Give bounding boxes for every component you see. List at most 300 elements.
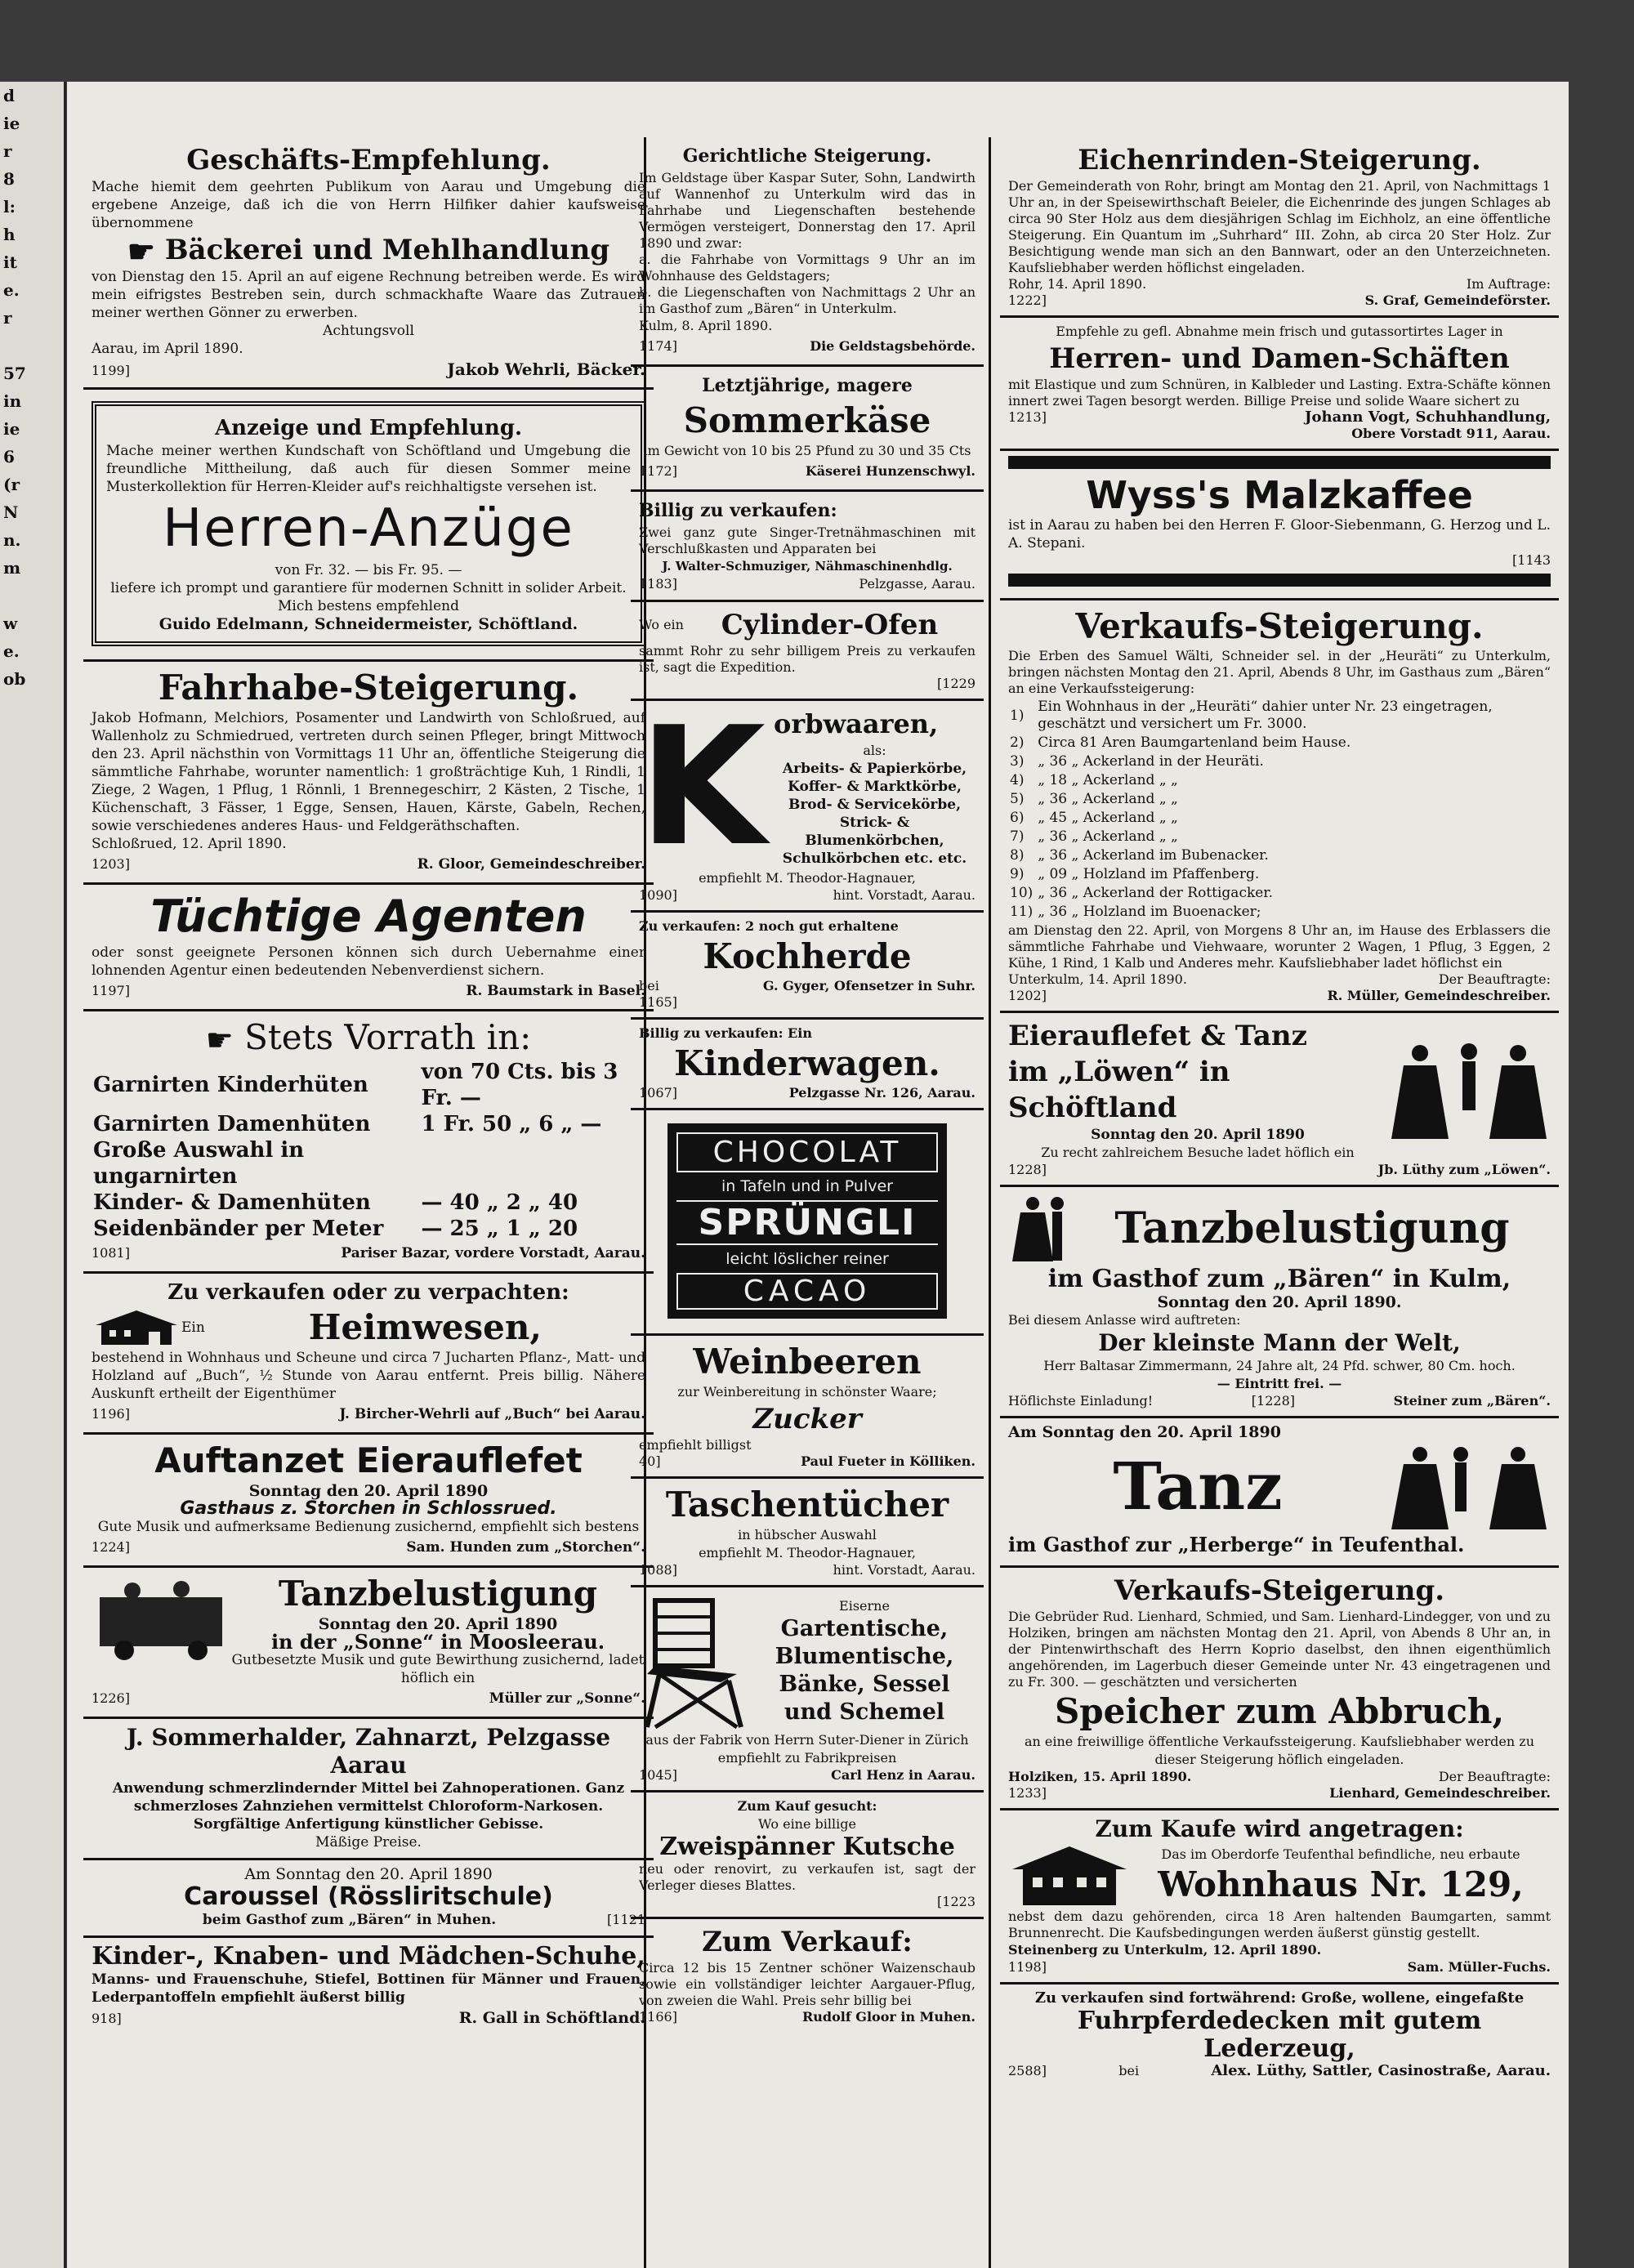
ad-title: Zum Kaufe wird angetragen:: [1095, 1815, 1464, 1842]
ad-tuecher: [631, 1479, 984, 1587]
ad-text: Höflichste Einladung!: [1008, 1393, 1154, 1409]
ad-title: Tüchtige Agenten: [150, 891, 587, 942]
ad-text: zur Weinbereitung in schönster Waare;: [677, 1384, 937, 1400]
ad-sommerkaese: [631, 367, 984, 492]
table-cell: [419, 1137, 645, 1190]
ad-signature: Käserei Hunzenschwyl.: [805, 463, 975, 479]
column-2: [631, 137, 984, 2032]
ad-text: Der Beauftragte:: [1438, 1769, 1551, 1784]
ad-place: Steinenberg zu Unterkulm, 12. April 1890.: [1008, 1942, 1322, 1958]
ad-text: Mache hiemit dem geehrten Publikum von Aarau und Umgebung die ergebene Anzeige, daß ich die von Herrn Hilfiker dahier kaufsweise übernommene: [92, 179, 645, 231]
list-item: [1010, 885, 1549, 902]
ad-number: 1199]: [92, 363, 130, 378]
ad-ofen: [631, 602, 984, 701]
table-cell: — 40 „ 2 „ 40: [421, 1190, 578, 1215]
list-item: Blumentische,: [775, 1644, 954, 1669]
list-cell: 2): [1010, 734, 1025, 751]
ad-number: 1198]: [1008, 1959, 1047, 1975]
list-cell: 6): [1010, 810, 1025, 826]
ad-text: oder sonst geeignete Personen können sich durch Uebernahme einer lohnenden Agentur einen bedeutenden Nebenverdienst sichern.: [92, 944, 645, 979]
ad-schuhe: [83, 1938, 654, 2036]
ad-text: an eine freiwillige öffentliche Verkaufssteigerung. Kaufsliebhaber werden zu dieser Steigerung höflich eingeladen.: [1024, 1734, 1535, 1767]
ad-date: Am Sonntag den 20. April 1890: [1008, 1423, 1281, 1441]
ad-title: Zweispänner Kutsche: [659, 1833, 955, 1861]
ad-price: von Fr. 32. — bis Fr. 95. —: [275, 562, 462, 578]
ad-heading: Zum Kauf gesucht:: [737, 1798, 877, 1814]
house-icon: [1008, 1843, 1131, 1909]
ad-text: Im Auftrage:: [1466, 276, 1551, 292]
list-item: Schulkörbchen etc. etc.: [782, 850, 967, 867]
ad-title: Anzeige und Empfehlung.: [214, 416, 523, 440]
column-rule: [989, 137, 991, 2268]
ad-chocolat: [631, 1110, 984, 1336]
ad-heading: Billig zu verkaufen:: [639, 500, 837, 521]
ad-text: Zu recht zahlreichem Besuche ladet höflich ein: [1041, 1145, 1355, 1160]
ad-title: Weinbeeren: [693, 1342, 922, 1382]
ad-title: Tanzbelustigung: [278, 1574, 598, 1614]
list-item: Bänke, Sessel: [779, 1672, 950, 1697]
logo-text: CHOCOLAT: [676, 1132, 938, 1172]
ad-date: Sonntag den 20. April 1890: [1091, 1127, 1305, 1143]
ad-title: Tanz: [1113, 1448, 1283, 1525]
ad-text: Bei diesem Anlasse wird auftreten:: [1008, 1312, 1241, 1328]
ad-text: am Dienstag den 22. April, von Morgens 8 Uhr an, im Hause des Erblassers die sämmtliche Fahrhabe und Viehwaare, worunter 2 Wagen, 1 Pflug, 3 Eggen, 2 Kühe, 1 Rind, 1 Kalb und Anderes mehr. Kaufsliebhaber ladet höflichst ein: [1008, 922, 1551, 971]
ad-signature: R. Baumstark in Basel.: [466, 983, 645, 999]
ad-heading: ☛ Bäckerei und Mehlhandlung: [127, 233, 610, 270]
ad-tanz-teufenthal: [1000, 1418, 1559, 1568]
list-item: [1010, 847, 1549, 864]
ad-zahnarzt: [83, 1719, 654, 1860]
ad-signature: Rudolf Gloor in Muhen.: [801, 2009, 975, 2025]
ad-number: 1166]: [639, 2009, 677, 2025]
ad-signature: R. Gall in Schöftland.: [458, 2009, 645, 2027]
ad-garten: [631, 1587, 984, 1793]
ad-title: Tanzbelustigung: [1114, 1203, 1510, 1253]
ad-title: ☛ Stets Vorrath in:: [205, 1017, 532, 1058]
ad-text: b. die Liegenschaften von Nachmittags 2 Uhr an im Gasthof zum „Bären“ in Unterkulm.: [639, 284, 975, 316]
ad-text: Jakob Hofmann, Melchiors, Posamenter und Landwirth von Schloßrued, auf Wallenholz zu Schmiedrued, vertreten durch seinen Pfleger, bringt Mittwoch den 23. April nächsthin von Vormittags 11 Uhr an, öffentliche Steigerung die sämmtliche Fahrhabe, worunter namentlich: 1 großträchtige Kuh, 1 Rindli, 1 Ziege, 2 Wagen, 1 Pflug, 1 Rönnli, 1 Brennegeschirr, 2 Kästen, 2 Tische, 1 Küchenschaft, 3 Fässer, 1 Egge, Sensen, Hauen, Kärste, Gabeln, Rechen, sowie verschiedenes anderes Haus- und Feldgeräthschaften.: [92, 710, 645, 834]
list-cell: „ 36 „ Ackerland „ „: [1038, 791, 1178, 807]
ad-text: empfiehlt billigst: [639, 1437, 752, 1453]
ad-text: Ein: [181, 1319, 205, 1336]
list-cell: 5): [1010, 791, 1025, 807]
ad-heading: Billig zu verkaufen: Ein: [639, 1025, 812, 1041]
list-item: Koffer- & Marktkörbe,: [788, 779, 962, 795]
logo-text: CACAO: [676, 1273, 938, 1310]
ad-title: Fahrhabe-Steigerung.: [158, 667, 579, 708]
ad-text: Der Beauftragte:: [1438, 971, 1551, 987]
ad-signature: R. Gloor, Gemeindeschreiber.: [417, 856, 645, 873]
ad-place: Obere Vorstadt 911, Aarau.: [1351, 426, 1551, 441]
ad-number: 1183]: [639, 576, 677, 592]
item-list: [1008, 697, 1551, 922]
strip-fragment: 6: [3, 447, 15, 467]
ad-text: ist in Aarau zu haben bei den Herren F. Gloor-Siebenmann, G. Herzog und L. A. Stepani.: [1008, 517, 1551, 551]
newspaper-page: [67, 82, 1569, 2268]
strip-fragment: r: [3, 141, 12, 161]
list-cell: Circa 81 Aren Baumgartenland beim Hause.: [1038, 734, 1351, 751]
ad-date: Sonntag den 20. April 1890: [318, 1615, 558, 1633]
logo-text: in Tafeln und in Pulver: [721, 1177, 893, 1195]
strip-fragment: r: [3, 308, 12, 328]
list-cell: „ 36 „ Ackerland „ „: [1038, 828, 1178, 845]
ad-place: im „Löwen“ in Schöftland: [1008, 1056, 1230, 1124]
table-cell: — 25 „ 1 „ 20: [421, 1217, 578, 1241]
list-item: [1010, 772, 1549, 789]
ad-signature: R. Müller, Gemeindeschreiber.: [1327, 988, 1551, 1003]
ad-signature: Müller zur „Sonne“.: [489, 1690, 645, 1707]
price-table: [92, 1059, 645, 1242]
ad-heading: Empfehle zu gefl. Abnahme mein frisch und gutassortirtes Lager in: [1056, 324, 1503, 339]
list-item: [1010, 828, 1549, 846]
ad-place: Unterkulm, 14. April 1890.: [1008, 971, 1187, 987]
ad-title: Fuhrpferdedecken mit gutem Lederzeug,: [1077, 2007, 1482, 2063]
list-cell: „ 09 „ Holzland im Pfaffenberg.: [1038, 866, 1260, 882]
ad-title: Sommerkäse: [683, 400, 931, 440]
ad-title: Verkaufs-Steigerung.: [1075, 606, 1484, 646]
ad-number: 2588]: [1008, 2063, 1047, 2078]
ad-eichen: [1000, 137, 1559, 318]
strip-fragment: it: [3, 252, 17, 272]
table-cell: von 70 Cts. bis 3 Fr. —: [421, 1060, 618, 1110]
ad-closing: Achtungsvoll: [323, 323, 414, 339]
ad-text: mit Elastique und zum Schnüren, in Kalbleder und Lasting. Extra-Schäfte können innert zwei Tagen besorgt werden. Billige Preise und solide Waare sichert zu: [1008, 377, 1551, 409]
ad-text: Im Geldstage über Kaspar Suter, Sohn, Landwirth auf Wannenhof zu Unterkulm wird das in Fahrhabe und Liegenschaften bestehende Vermögen versteigert, Donnerstag den 17. April 1890 und zwar:: [639, 170, 975, 251]
strip-fragment: e.: [3, 641, 20, 661]
column-1: [83, 137, 654, 2036]
ad-title: Cylinder-Ofen: [721, 609, 939, 641]
ad-signature: J. Bircher-Wehrli auf „Buch“ bei Aarau.: [339, 1406, 645, 1422]
ad-signature: Sam. Müller-Fuchs.: [1407, 1959, 1551, 1975]
ad-title: Wyss's Malzkaffee: [1086, 473, 1473, 517]
dancers-icon: [1008, 1192, 1074, 1266]
ad-place: Aarau, im April 1890.: [92, 341, 243, 357]
strip-fragment: [0, 582, 64, 609]
list-item: [1010, 866, 1549, 883]
ad-number: 1226]: [92, 1690, 130, 1706]
ad-text: als:: [863, 743, 886, 758]
ad-kutsche: [631, 1793, 984, 1919]
ad-signature: Lienhard, Gemeindeschreiber.: [1329, 1785, 1551, 1801]
list-cell: 11): [1010, 904, 1034, 920]
ad-text: Mache meiner werthen Kundschaft von Schöftland und Umgebung die freundliche Mittheilung, daß auch für diesen Sommer meine Musterkollektion für Herren-Kleider auf's reichhaltigste versehen ist.: [106, 443, 631, 495]
ad-text: Die Gebrüder Rud. Lienhard, Schmied, und Sam. Lienhard-Lindegger, von und zu Holziken, bringen am nächsten Montag den 21. April, von Abends 8 Uhr an, in der Pintenwirthschaft des Herrn Koprio daselbst, den ihnen eigenthümlich angehörenden, im Lagerbuch dieser Gemeinde unter Nr. 43 eingetragenen und zu Fr. 300. — geschätzten und versicherten: [1008, 1609, 1551, 1690]
ad-text: Circa 12 bis 15 Zentner schöner Waizenschaub sowie ein vollständiger leichter Aargauer-Pflug, von zweien die Wahl. Preis sehr billig bei: [639, 1960, 975, 2008]
ad-title: Heimwesen,: [308, 1307, 542, 1347]
ad-number: [1223: [937, 1894, 975, 1909]
list-cell: „ 36 „ Ackerland der Rottigacker.: [1038, 885, 1273, 901]
ad-text: Wo eine billige: [758, 1816, 856, 1832]
ad-heading: Zu verkaufen: 2 noch gut erhaltene: [639, 918, 899, 934]
ad-text: sammt Rohr zu sehr billigem Preis zu verkaufen ist, sagt die Expedition.: [639, 643, 975, 675]
ad-signature: Paul Fueter in Kölliken.: [801, 1453, 975, 1469]
ad-text: Eiserne: [839, 1598, 890, 1614]
ad-pferdedecken: [1000, 1984, 1559, 2086]
list-item: [1010, 791, 1549, 808]
list-item: und Schemel: [784, 1699, 945, 1725]
list-item: Strick- & Blumenkörbchen,: [805, 815, 944, 849]
ad-signature: Guido Edelmann, Schneidermeister, Schöftland.: [158, 615, 578, 633]
chocolat-logo: [667, 1123, 947, 1319]
ad-signature: empfiehlt M. Theodor-Hagnauer,: [699, 1545, 916, 1560]
ad-number: [1143: [1512, 552, 1551, 568]
ad-text: liefere ich prompt und garantiere für modernen Schnitt in solider Arbeit. Mich bestens empfehlend: [110, 580, 627, 614]
list-cell: „ 18 „ Ackerland „ „: [1038, 772, 1178, 788]
ad-date: Sonntag den 20. April 1890: [248, 1482, 489, 1500]
table-row: [92, 1190, 645, 1216]
list-cell: „ 36 „ Ackerland im Bubenacker.: [1038, 847, 1269, 864]
dancing-couples-icon: [1387, 1441, 1551, 1531]
ad-number: 1172]: [639, 463, 677, 479]
ad-text: — Eintritt frei. —: [1217, 1376, 1342, 1391]
strip-fragment: n.: [3, 530, 21, 550]
ad-text: Gute Musik und aufmerksame Bedienung zusichernd, empfiehlt sich bestens: [97, 1519, 640, 1535]
strip-fragment: d: [3, 86, 15, 105]
ad-verkauf: [631, 1919, 984, 2032]
ad-signature: S. Graf, Gemeindeförster.: [1364, 292, 1551, 308]
ad-tanz-kulm: [1000, 1187, 1559, 1418]
ad-text: neu oder renovirt, zu verkaufen ist, sagt der Verleger dieses Blattes.: [639, 1861, 975, 1893]
ad-title: Auftanzet Eierauflefet: [154, 1440, 583, 1480]
ad-anzeige: [83, 390, 654, 662]
ad-korbwaaren: [631, 701, 984, 913]
ad-text: nebst dem dazu gehörenden, circa 18 Aren haltenden Baumgarten, sammt Brunnenrecht. Die Kaufsbedingungen werden äußerst günstig gestellt.: [1008, 1909, 1551, 1940]
ad-place: hint. Vorstadt, Aarau.: [833, 887, 975, 903]
strip-fragment: ob: [3, 669, 26, 689]
pointing-hand-icon: ☛: [205, 1022, 234, 1058]
heavy-rule: [1008, 456, 1551, 469]
table-row: [92, 1111, 645, 1137]
ad-text: a. die Fahrhabe von Vormittags 9 Uhr an im Wohnhause des Geldstagers;: [639, 252, 975, 284]
list-item: [1010, 810, 1549, 827]
list-item: [1010, 753, 1549, 770]
ad-text: Das im Oberdorfe Teufenthal befindliche, neu erbaute: [1161, 1846, 1520, 1862]
ad-signature: Jakob Wehrli, Bäcker.: [447, 359, 645, 379]
ad-place: im Gasthof zur „Herberge“ in Teufenthal.: [1008, 1533, 1465, 1556]
ad-number: 1174]: [639, 338, 677, 354]
ad-heading: Letztjährige, magere: [702, 375, 913, 396]
ad-heading: Der kleinste Mann der Welt,: [1098, 1329, 1461, 1356]
ad-heading: Zu verkaufen oder zu verpachten:: [167, 1280, 569, 1305]
ad-text: Manns- und Frauenschuhe, Stiefel, Bottinen für Männer und Frauen, Lederpantoffeln empfiehlt äußerst billig: [92, 1971, 645, 2006]
ad-schaefte: [1000, 318, 1559, 451]
list-item: Brod- & Servicekörbe,: [788, 797, 962, 813]
ad-text: im Gewicht von 10 bis 25 Pfund zu 30 und 35 Cts: [643, 443, 971, 458]
ad-agenten: [83, 885, 654, 1011]
farmhouse-icon: [92, 1307, 181, 1348]
ad-title: Kinder-, Knaben- und Mädchen-Schuhe,: [92, 1942, 645, 1971]
ad-text: Herr Baltasar Zimmermann, 24 Jahre alt, 24 Pfd. schwer, 80 Cm. hoch.: [1043, 1358, 1516, 1373]
ad-tanz-sonne: [83, 1568, 654, 1719]
strip-fragment: e.: [3, 280, 20, 300]
ad-place: Schloßrued, 12. April 1890.: [92, 836, 287, 852]
ad-wohnhaus: [1000, 1810, 1559, 1984]
ad-title: Eichenrinden-Steigerung.: [1078, 144, 1481, 176]
ad-malzkaffee: [1000, 456, 1559, 600]
ad-place: beim Gasthof zum „Bären“ in Muhen.: [202, 1912, 497, 1928]
column-3: [1000, 137, 1559, 2086]
strip-fragment: m: [3, 558, 21, 578]
table-row: [92, 1216, 645, 1242]
ad-title: Verkaufs-Steigerung.: [1114, 1574, 1445, 1607]
ad-signature: Die Geldstagsbehörde.: [810, 338, 975, 354]
ad-place: Rohr, 14. April 1890.: [1008, 276, 1147, 292]
ad-signature: Pelzgasse Nr. 126, Aarau.: [788, 1085, 975, 1101]
ad-title: J. Sommerhalder, Zahnarzt, Pelzgasse Aarau: [126, 1724, 611, 1779]
list-cell: 3): [1010, 753, 1025, 770]
ad-number: 1228]: [1008, 1162, 1047, 1177]
ad-heading: Wohnhaus Nr. 129,: [1158, 1864, 1524, 1904]
list-item: Gartentische,: [780, 1616, 949, 1641]
garden-chair-icon: [639, 1592, 753, 1731]
list-cell: „ 36 „ Holzland im Buoenacker;: [1038, 904, 1261, 920]
ad-number: 1202]: [1008, 988, 1047, 1003]
ad-signature: Sam. Hunden zum „Storchen“.: [406, 1539, 645, 1556]
pointing-hand-icon: ☛: [127, 233, 155, 270]
ad-date: Sonntag den 20. April 1890.: [1157, 1293, 1402, 1311]
ad-signature: Johann Vogt, Schuhhandlung,: [1305, 409, 1551, 426]
list-cell: „ 36 „ Ackerland in der Heuräti.: [1038, 753, 1264, 770]
strip-fragment: 57: [3, 364, 26, 383]
ad-title: Eierauflefet & Tanz: [1008, 1020, 1307, 1052]
ad-number: 1067]: [639, 1085, 677, 1101]
ad-fahrhabe: [83, 662, 654, 885]
ad-number: 40]: [639, 1453, 661, 1469]
ad-number: 1224]: [92, 1539, 130, 1555]
ad-text: Zwei ganz gute Singer-Tretnähmaschinen mit Verschlußkasten und Apparaten bei: [639, 525, 975, 556]
strip-fragment: 8: [3, 169, 15, 189]
ad-title: Zum Verkauf:: [702, 1926, 913, 1958]
ad-text: Wo ein: [639, 617, 684, 632]
ad-kinderwagen: [631, 1020, 984, 1110]
ad-number: 1197]: [92, 983, 130, 998]
ad-number: [1229: [937, 676, 975, 691]
strip-fragment: w: [3, 614, 18, 633]
list-cell: 4): [1010, 772, 1025, 788]
ad-number: 1088]: [639, 1562, 677, 1578]
ad-place: Pelzgasse, Aarau.: [859, 576, 975, 592]
ad-verkaufs-2: [1000, 1568, 1559, 1810]
ad-eierauflese: [1000, 1013, 1559, 1187]
dancers-carriage-icon: [92, 1573, 230, 1663]
dancing-couples-icon: [1387, 1037, 1551, 1143]
ad-text: bei: [1118, 2063, 1140, 2078]
ad-carousel: [83, 1860, 654, 1938]
list-item: [1010, 699, 1549, 733]
ad-text: in hübscher Auswahl: [738, 1527, 877, 1543]
list-cell: Ein Wohnhaus in der „Heuräti“ dahier unter Nr. 23 eingetragen, geschätzt und versichert um Fr. 3000.: [1038, 699, 1493, 732]
ad-place: im Gasthof zum „Bären“ in Kulm,: [1047, 1265, 1511, 1293]
ad-heading: Zucker: [752, 1403, 862, 1435]
ad-geldstag: [631, 137, 984, 367]
ad-number: 1045]: [639, 1767, 677, 1783]
ad-text: Anwendung schmerzlindernder Mittel bei Zahnoperationen. Ganz schmerzloses Zahnziehen vermittelst Chloroform-Narkosen. Sorgfältige Anfertigung künstlicher Gebisse.: [112, 1780, 625, 1833]
ad-number: 918]: [92, 2011, 122, 2026]
ad-number: 1203]: [92, 856, 130, 872]
ad-number: 1165]: [639, 994, 677, 1010]
ad-signature: Carl Henz in Aarau.: [831, 1767, 975, 1783]
ad-vorrath: [83, 1011, 654, 1274]
ad-text: Gutbesetzte Musik und gute Bewirthung zusichernd, ladet höflich ein: [231, 1652, 645, 1686]
list-item: [1010, 904, 1549, 921]
ad-signature: Alex. Lüthy, Sattler, Casinostraße, Aarau.: [1211, 2062, 1551, 2079]
ad-geschaeft: [83, 137, 654, 390]
ad-verkaufs-1: [1000, 600, 1559, 1013]
table-cell: 1 Fr. 50 „ 6 „ —: [421, 1112, 602, 1136]
strip-fragment: h: [3, 225, 16, 244]
initial-letter: K: [639, 701, 766, 882]
ad-title: Geschäfts-Empfehlung.: [186, 144, 551, 176]
ad-heimwesen: [83, 1274, 654, 1435]
strip-fragment: ie: [3, 114, 20, 133]
ad-signature: J. Walter-Schmuziger, Nähmaschinenhdlg.: [662, 559, 953, 574]
strip-fragment: N: [3, 502, 19, 522]
strip-fragment: ie: [3, 419, 20, 439]
strip-fragment: in: [3, 391, 22, 411]
ad-number: [1228]: [1251, 1393, 1295, 1409]
ad-heading: Herren-Anzüge: [163, 498, 574, 559]
heavy-rule: [1008, 574, 1551, 587]
table-cell: Große Auswahl in ungarnirten: [93, 1138, 305, 1189]
ad-place: hint. Vorstadt, Aarau.: [833, 1562, 975, 1578]
ad-heading: Speicher zum Abbruch,: [1054, 1691, 1505, 1731]
ad-weinbeeren: [631, 1336, 984, 1479]
ad-title: Taschentücher: [665, 1484, 949, 1525]
ad-place: in der „Sonne“ in Moosleerau.: [270, 1630, 605, 1654]
table-row: [92, 1059, 645, 1111]
ad-signature: Steiner zum „Bären“.: [1393, 1393, 1551, 1409]
adjacent-page-strip: [0, 82, 66, 2268]
ad-number: 1213]: [1008, 409, 1047, 425]
table-row: [92, 1137, 645, 1190]
list-cell: „ 45 „ Ackerland „ „: [1038, 810, 1178, 826]
ad-heading: Zu verkaufen sind fortwährend: Große, wollene, eingefaßte: [1034, 1989, 1525, 2007]
ad-title: Kochherde: [703, 936, 912, 976]
list-item: [1010, 734, 1549, 752]
list-cell: 9): [1010, 866, 1025, 882]
list-cell: 7): [1010, 828, 1025, 845]
ad-signature: Jb. Lüthy zum „Löwen“.: [1377, 1162, 1551, 1177]
ad-signature: Pariser Bazar, vordere Vorstadt, Aarau.: [341, 1245, 645, 1261]
ad-text: empfiehlt M. Theodor-Hagnauer,: [699, 870, 916, 886]
strip-fragment: (r: [3, 475, 20, 494]
strip-fragment: l:: [3, 197, 16, 217]
ad-place: Kulm, 8. April 1890.: [639, 318, 773, 333]
ad-place: Gasthaus z. Storchen in Schlossrued.: [180, 1498, 557, 1519]
ad-number: 1090]: [639, 887, 677, 903]
ad-date: Am Sonntag den 20. April 1890: [244, 1865, 493, 1883]
ad-title: Caroussel (Rössliritschule): [184, 1882, 553, 1911]
ad-kochherde: [631, 913, 984, 1020]
table-cell: Garnirten Kinderhüten: [93, 1073, 368, 1097]
ad-text: bei: [639, 978, 659, 993]
ad-number: 1222]: [1008, 292, 1047, 308]
list-cell: 8): [1010, 847, 1025, 864]
ad-naehmaschinen: [631, 492, 984, 602]
ad-text: Der Gemeinderath von Rohr, bringt am Montag den 21. April, von Nachmittags 1 Uhr an, in der Speisewirthschaft Beieler, die Eichenrinde des jungen Schlages ab circa 90 Ster Holz aus dem diesjährigen Schlag im Eichholz, an eine öffentliche Steigerung. Ein Quantum im „Suhrhard“ III. Zohn, ab circa 20 Ster Holz. Zur Besichtigung wende man sich an den Bannwart, oder an den Unterzeichneten. Kaufsliebhaber werden höflichst eingeladen.: [1008, 178, 1551, 275]
list-cell: 1): [1010, 707, 1025, 724]
ad-number: [1121: [607, 1912, 645, 1927]
ad-text: Mäßige Preise.: [315, 1834, 422, 1851]
ad-signature: G. Gyger, Ofensetzer in Suhr.: [762, 978, 975, 993]
ad-text: von Dienstag den 15. April an auf eigene Rechnung betreiben werde. Es wird mein eifrigstes Bestreben sein, durch schmackhafte Waare das Zutrauen meiner werthen Gönner zu erwerben.: [92, 269, 645, 321]
ad-text: aus der Fabrik von Herrn Suter-Diener in Zürich empfiehlt zu Fabrikpreisen: [645, 1732, 969, 1766]
ad-title: Gerichtliche Steigerung.: [682, 145, 932, 167]
ad-number: 1233]: [1008, 1785, 1047, 1801]
table-cell: Garnirten Damenhüten: [93, 1112, 371, 1136]
ad-title: Herren- und Damen-Schäften: [1049, 342, 1510, 375]
ad-number: 1196]: [92, 1406, 130, 1422]
